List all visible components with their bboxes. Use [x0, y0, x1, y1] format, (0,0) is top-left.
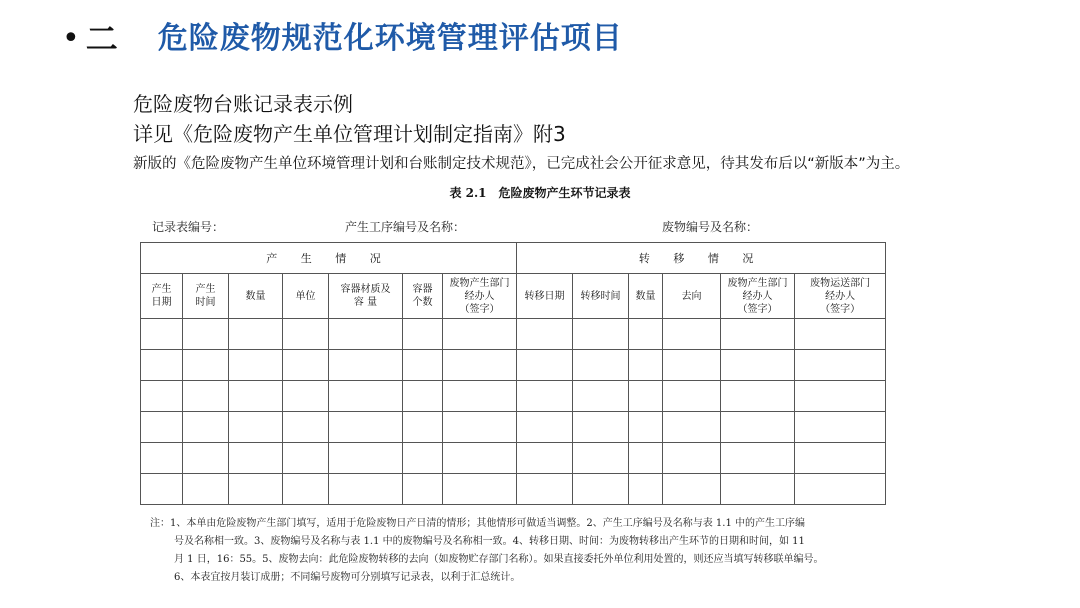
column-header-text: 单位: [295, 290, 316, 302]
table-row: [141, 381, 886, 412]
table-cell: [517, 412, 573, 443]
table-cell: [183, 474, 229, 505]
table-cell: [283, 474, 329, 505]
table-cell: [283, 319, 329, 350]
table-cell: [629, 412, 663, 443]
table-cell: [629, 319, 663, 350]
table-cell: [663, 412, 721, 443]
column-header: [517, 274, 573, 319]
table-cell: [663, 474, 721, 505]
column-header: [329, 274, 403, 319]
table-cell: [443, 412, 517, 443]
column-header-text: （签字）: [820, 303, 861, 315]
table-cell: [663, 443, 721, 474]
table-cell: [183, 350, 229, 381]
table-cell: [183, 443, 229, 474]
table-cell: [517, 319, 573, 350]
group-production: 产 生 情 况: [141, 243, 517, 274]
table-cell: [573, 319, 629, 350]
column-header-text: 去向: [681, 290, 702, 302]
intro-line-2: 详见《危险废物产生单位管理计划制定指南》附3: [133, 122, 566, 146]
ledger-table: [140, 242, 886, 505]
bullet-icon: •: [62, 21, 80, 56]
table-cell: [663, 350, 721, 381]
process-number-label: 产生工序编号及名称：: [345, 220, 466, 234]
slide-title: 危险废物规范化环境管理评估项目: [157, 21, 623, 56]
table-cell: [283, 412, 329, 443]
column-header: [573, 274, 629, 319]
table-cell: [517, 474, 573, 505]
column-header-text: 容器材质及: [340, 284, 391, 295]
table-cell: [517, 381, 573, 412]
column-header-text: 经办人: [464, 290, 495, 302]
table-row: [141, 319, 886, 350]
note-line-3: 月 1 日，16：55。5、废物去向：此危险废物转移的去向（如废物贮存部门名称）。如果直接委托外单位利用处置的，则还应当填写转移联单编号。: [174, 554, 824, 565]
column-header-text: 数量: [245, 290, 266, 302]
table-cell: [229, 319, 283, 350]
table-cell: [443, 319, 517, 350]
column-header: [795, 274, 886, 319]
table-cell: [329, 319, 403, 350]
table-cell: [573, 474, 629, 505]
table-cell: [443, 443, 517, 474]
table-cell: [283, 350, 329, 381]
column-header: [229, 274, 283, 319]
table-notes: [150, 515, 910, 587]
table-cell: [795, 350, 886, 381]
column-header-text: 废物产生部门: [449, 277, 510, 289]
column-header-text: 数量: [635, 290, 656, 302]
column-header: [663, 274, 721, 319]
column-header-text: 废物运送部门: [810, 277, 871, 289]
table-cell: [721, 474, 795, 505]
table-cell: [721, 319, 795, 350]
column-header: [141, 274, 183, 319]
column-header-text: 产生: [195, 284, 216, 295]
table-cell: [329, 443, 403, 474]
column-header-text: 产生: [151, 284, 172, 295]
column-header: [403, 274, 443, 319]
table-cell: [629, 443, 663, 474]
column-header: [183, 274, 229, 319]
table-cell: [663, 319, 721, 350]
table-cell: [403, 319, 443, 350]
column-header-text: 时间: [195, 297, 216, 308]
table-cell: [229, 474, 283, 505]
table-cell: [629, 474, 663, 505]
table-cell: [795, 412, 886, 443]
table-cell: [573, 381, 629, 412]
table-cell: [573, 350, 629, 381]
table-cell: [663, 381, 721, 412]
column-header-row: [141, 274, 886, 319]
table-cell: [721, 350, 795, 381]
table-cell: [283, 381, 329, 412]
column-header: [443, 274, 517, 319]
table-cell: [517, 350, 573, 381]
table-cell: [403, 474, 443, 505]
column-header: [629, 274, 663, 319]
column-header-text: 个数: [412, 297, 433, 308]
table-cell: [141, 319, 183, 350]
table-row: [141, 443, 886, 474]
column-header: [283, 274, 329, 319]
table-row: [141, 474, 886, 505]
group-transfer: 转 移 情 况: [517, 243, 886, 274]
table-cell: [573, 412, 629, 443]
column-header-text: 日期: [151, 297, 172, 308]
group-header-row: [141, 243, 886, 274]
column-header-text: 经办人: [825, 290, 856, 302]
table-cell: [183, 412, 229, 443]
table-cell: [183, 319, 229, 350]
table-cell: [795, 474, 886, 505]
column-header-text: 容 量: [353, 297, 378, 308]
table-cell: [329, 381, 403, 412]
column-header-text: 转移日期: [524, 290, 565, 302]
slide-header: [62, 14, 623, 64]
table-cell: [329, 350, 403, 381]
table-cell: [229, 381, 283, 412]
table-cell: [403, 350, 443, 381]
table-cell: [229, 443, 283, 474]
note-line-2: 号及名称相一致。3、废物编号及名称与表 1.1 中的废物编号及名称相一致。4、转移日期、时间：为废物转移出产生环节的日期和时间，如 11: [174, 536, 805, 547]
table-cell: [629, 350, 663, 381]
table-cell: [573, 443, 629, 474]
column-header-text: 经办人: [742, 290, 773, 302]
table-cell: [141, 474, 183, 505]
table-cell: [141, 381, 183, 412]
section-number: 二: [85, 20, 118, 58]
table-cell: [443, 381, 517, 412]
table-cell: [141, 412, 183, 443]
table-cell: [183, 381, 229, 412]
table-cell: [443, 474, 517, 505]
table-row: [141, 412, 886, 443]
intro-line-3: 新版的《危险废物产生单位环境管理计划和台账制定技术规范》，已完成社会公开征求意见，待其发布后以“新版本”为主。: [133, 156, 910, 172]
column-header-text: 转移时间: [580, 290, 621, 302]
table-cell: [795, 443, 886, 474]
table-cell: [329, 474, 403, 505]
table-cell: [795, 381, 886, 412]
table-cell: [629, 381, 663, 412]
column-header: [721, 274, 795, 319]
intro-line-1: 危险废物台账记录表示例: [133, 92, 353, 116]
table-cell: [795, 319, 886, 350]
table-cell: [403, 412, 443, 443]
table-cell: [141, 350, 183, 381]
table-cell: [721, 443, 795, 474]
table-cell: [141, 443, 183, 474]
table-cell: [403, 443, 443, 474]
ledger-body: [141, 319, 886, 505]
table-cell: [283, 443, 329, 474]
table-caption: 表 2.1 危险废物产生环节记录表: [449, 186, 631, 200]
column-header-text: （签字）: [459, 303, 500, 315]
table-cell: [721, 412, 795, 443]
column-header-text: 容器: [412, 284, 433, 295]
note-line-1: 注：1、本单由危险废物产生部门填写，适用于危险废物日产日清的情形；其他情形可做适当调整。2、产生工序编号及名称与表 1.1 中的产生工序编: [150, 518, 805, 529]
table-cell: [229, 412, 283, 443]
table-cell: [229, 350, 283, 381]
record-number-label: 记录表编号：: [152, 220, 225, 234]
column-header-text: （签字）: [737, 303, 778, 315]
table-row: [141, 350, 886, 381]
table-cell: [443, 350, 517, 381]
table-cell: [721, 381, 795, 412]
table-cell: [403, 381, 443, 412]
column-header-text: 废物产生部门: [727, 277, 788, 289]
note-line-4: 6、本表宜按月装订成册；不同编号废物可分别填写记录表，以利于汇总统计。: [174, 572, 521, 583]
table-cell: [517, 443, 573, 474]
waste-number-label: 废物编号及名称：: [662, 220, 759, 234]
table-cell: [329, 412, 403, 443]
